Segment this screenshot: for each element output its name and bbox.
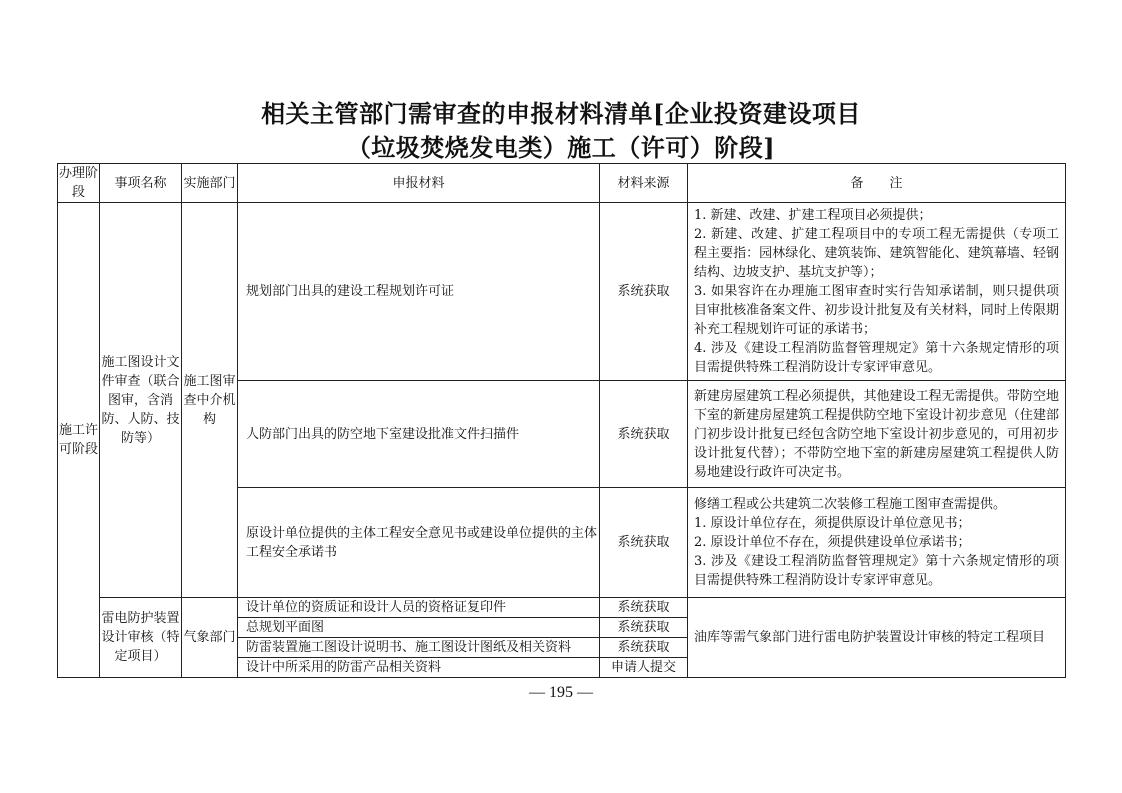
remark-line: 新建房屋建筑工程必须提供，其他建设工程无需提供。带防空地下室的新建房屋建筑工程提供防空地下室设计初步意见（住建部门初步设计批复已经包含防空地下室设计初步意见的，可用初步设计批复代替）；不带防空地下室的新建房屋建筑工程提供人防易地建设行政许可决定书。 — [694, 388, 1059, 480]
remark-cell: 油库等需气象部门进行雷电防护装置设计审核的特定工程项目 — [688, 598, 1066, 678]
header-stage: 办理阶段 — [58, 164, 100, 203]
document-title-line2: （垃圾焚烧发电类）施工（许可）阶段] — [346, 133, 776, 162]
source-cell: 系统获取 — [600, 488, 688, 598]
header-item: 事项名称 — [100, 164, 182, 203]
remark-cell — [688, 381, 1066, 488]
remark-line: 1. 新建、改建、扩建工程项目必须提供； — [694, 208, 932, 223]
remark-line: 4. 涉及《建设工程消防监督管理规定》第十六条规定情形的项目需提供特殊工程消防设计专家评审意见。 — [694, 341, 1059, 375]
material-cell: 设计单位的资质证和设计人员的资格证复印件 — [238, 598, 600, 618]
header-remark: 备 注 — [688, 164, 1066, 203]
header-source: 材料来源 — [600, 164, 688, 203]
header-dept: 实施部门 — [182, 164, 238, 203]
materials-table — [57, 163, 1066, 678]
remark-line: 2. 新建、改建、扩建工程项目中的专项工程无需提供（专项工程主要指：园林绿化、建筑装饰、建筑智能化、建筑幕墙、轻钢结构、边坡支护、基坑支护等）； — [694, 227, 1059, 280]
source-cell: 系统获取 — [600, 381, 688, 488]
table-header-row — [58, 164, 1066, 203]
remark-line: 1. 原设计单位存在，须提供原设计单位意见书； — [694, 516, 971, 531]
item-cell: 雷电防护装置设计审核（特定项目） — [100, 598, 182, 678]
source-cell: 系统获取 — [600, 618, 688, 638]
table-row — [58, 598, 1066, 618]
header-material: 申报材料 — [238, 164, 600, 203]
stage-cell: 施工许可阶段 — [58, 203, 100, 678]
material-cell: 原设计单位提供的主体工程安全意见书或建设单位提供的主体工程安全承诺书 — [238, 488, 600, 598]
material-cell: 设计中所采用的防雷产品相关资料 — [238, 658, 600, 678]
document-title-line1: 相关主管部门需审查的申报材料清单[企业投资建设项目 — [261, 99, 861, 128]
material-cell: 规划部门出具的建设工程规划许可证 — [238, 203, 600, 381]
remark-cell — [688, 488, 1066, 598]
page-number: — 195 — — [529, 684, 593, 701]
material-cell: 防雷装置施工图设计说明书、施工图设计图纸及相关资料 — [238, 638, 600, 658]
dept-cell: 施工图审查中介机构 — [182, 203, 238, 598]
remark-line: 修缮工程或公共建筑二次装修工程施工图审查需提供。 — [694, 497, 1007, 512]
remark-line: 3. 涉及《建设工程消防监督管理规定》第十六条规定情形的项目需提供特殊工程消防设计专家评审意见。 — [694, 554, 1059, 588]
source-cell: 系统获取 — [600, 598, 688, 618]
table-row — [58, 203, 1066, 381]
remark-cell — [688, 203, 1066, 381]
material-cell: 总规划平面图 — [238, 618, 600, 638]
source-cell: 申请人提交 — [600, 658, 688, 678]
material-cell: 人防部门出具的防空地下室建设批准文件扫描件 — [238, 381, 600, 488]
source-cell: 系统获取 — [600, 203, 688, 381]
item-cell: 施工图设计文件审查（联合图审，含消防、人防、技防等） — [100, 203, 182, 598]
remark-line: 3. 如果容许在办理施工图审查时实行告知承诺制，则只提供项目审批核准备案文件、初步设计批复及有关材料，同时上传限期补充工程规划许可证的承诺书； — [694, 284, 1059, 337]
source-cell: 系统获取 — [600, 638, 688, 658]
remark-line: 2. 原设计单位不存在，须提供建设单位承诺书； — [694, 535, 971, 550]
dept-cell: 气象部门 — [182, 598, 238, 678]
